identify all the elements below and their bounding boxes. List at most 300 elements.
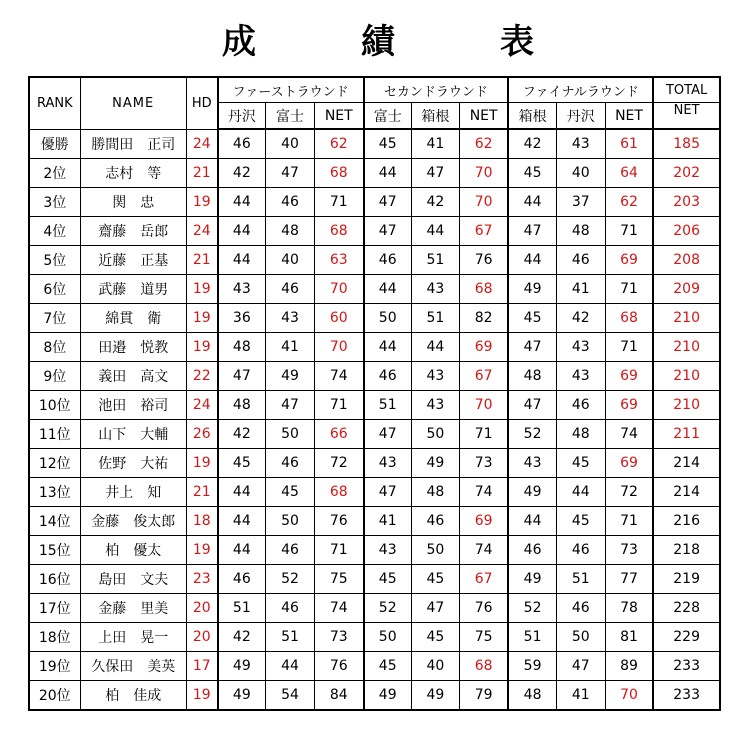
r3-course-1-score: 49 <box>508 275 556 304</box>
r2-net-score: 79 <box>459 681 508 711</box>
r2-net-score: 69 <box>459 507 508 536</box>
total-net-cell: 203 <box>653 188 720 217</box>
r2-course-2-score: 46 <box>411 507 459 536</box>
r3-course-2-score: 42 <box>556 304 605 333</box>
hd-cell: 26 <box>186 420 217 449</box>
r1-net-score: 84 <box>315 681 364 711</box>
r1-course-1-score: 42 <box>218 420 266 449</box>
hd-cell: 19 <box>186 681 217 711</box>
total-net-cell: 210 <box>653 391 720 420</box>
rank-cell: 12位 <box>29 449 80 478</box>
rank-cell: 2位 <box>29 159 80 188</box>
r3-net-score: 71 <box>605 275 653 304</box>
hd-cell: 19 <box>186 275 217 304</box>
r1-net-score: 70 <box>315 333 364 362</box>
r3-course-2-score: 45 <box>556 507 605 536</box>
r1-net-score: 73 <box>315 623 364 652</box>
r1-course-2-score: 41 <box>266 333 315 362</box>
rank-cell: 18位 <box>29 623 80 652</box>
r3-net-score: 69 <box>605 449 653 478</box>
header-row-1 <box>29 77 720 103</box>
rank-cell: 3位 <box>29 188 80 217</box>
r1-course-2-score: 47 <box>266 159 315 188</box>
r2-course-2-score: 43 <box>411 391 459 420</box>
r3-course-2-score: 43 <box>556 362 605 391</box>
r3-course-2-score: 48 <box>556 217 605 246</box>
total-net-cell: 210 <box>653 333 720 362</box>
r3-net-score: 74 <box>605 420 653 449</box>
total-net-cell: 229 <box>653 623 720 652</box>
rank-cell: 13位 <box>29 478 80 507</box>
r3-net-score: 61 <box>605 129 653 159</box>
table-row <box>29 304 720 333</box>
r1-course-2-score: 47 <box>266 391 315 420</box>
hd-cell: 19 <box>186 333 217 362</box>
table-row <box>29 478 720 507</box>
total-net-cell: 202 <box>653 159 720 188</box>
r3-net-score: 69 <box>605 246 653 275</box>
r2-course-2-score: 51 <box>411 304 459 333</box>
r3-course-2-score: 46 <box>556 594 605 623</box>
rank-cell: 8位 <box>29 333 80 362</box>
r2-course-1-score: 45 <box>364 652 412 681</box>
name-cell: 井上 知 <box>80 478 186 507</box>
r2-course-1-score: 45 <box>364 565 412 594</box>
r2-course-2-score: 43 <box>411 362 459 391</box>
r2-course-1-score: 47 <box>364 420 412 449</box>
header-hd: HD <box>186 77 217 129</box>
header-r2-course-1: 富士 <box>364 103 412 130</box>
r1-course-1-score: 44 <box>218 507 266 536</box>
rank-cell: 5位 <box>29 246 80 275</box>
hd-cell: 24 <box>186 129 217 159</box>
hd-cell: 20 <box>186 623 217 652</box>
hd-cell: 17 <box>186 652 217 681</box>
r2-course-1-score: 52 <box>364 594 412 623</box>
r1-course-1-score: 42 <box>218 623 266 652</box>
r3-net-score: 71 <box>605 333 653 362</box>
total-net-cell: 214 <box>653 449 720 478</box>
r2-course-2-score: 40 <box>411 652 459 681</box>
r1-course-1-score: 46 <box>218 129 266 159</box>
r1-course-1-score: 47 <box>218 362 266 391</box>
total-net-cell: 208 <box>653 246 720 275</box>
header-r1-course-2: 富士 <box>266 103 315 130</box>
r2-course-2-score: 48 <box>411 478 459 507</box>
table-row <box>29 507 720 536</box>
r1-net-score: 71 <box>315 188 364 217</box>
name-cell: 山下 大輔 <box>80 420 186 449</box>
total-net-cell: 233 <box>653 652 720 681</box>
r1-course-2-score: 46 <box>266 275 315 304</box>
total-net-cell: 233 <box>653 681 720 711</box>
r1-course-1-score: 48 <box>218 333 266 362</box>
r1-net-score: 70 <box>315 275 364 304</box>
hd-cell: 19 <box>186 304 217 333</box>
r1-course-1-score: 51 <box>218 594 266 623</box>
header-total-net: NET <box>653 103 720 130</box>
r2-course-2-score: 49 <box>411 449 459 478</box>
r2-course-2-score: 41 <box>411 129 459 159</box>
r2-course-1-score: 45 <box>364 129 412 159</box>
table-row <box>29 565 720 594</box>
r1-net-score: 63 <box>315 246 364 275</box>
r1-net-score: 72 <box>315 449 364 478</box>
r2-course-2-score: 47 <box>411 159 459 188</box>
r3-net-score: 69 <box>605 362 653 391</box>
r1-course-2-score: 43 <box>266 304 315 333</box>
r1-course-1-score: 44 <box>218 478 266 507</box>
r3-net-score: 89 <box>605 652 653 681</box>
r2-net-score: 75 <box>459 623 508 652</box>
total-net-cell: 210 <box>653 362 720 391</box>
r1-course-1-score: 44 <box>218 217 266 246</box>
r1-course-1-score: 49 <box>218 681 266 711</box>
r1-course-1-score: 36 <box>218 304 266 333</box>
name-cell: 柏 優太 <box>80 536 186 565</box>
r3-course-2-score: 41 <box>556 275 605 304</box>
r2-course-1-score: 50 <box>364 304 412 333</box>
r1-net-score: 76 <box>315 652 364 681</box>
r3-course-2-score: 47 <box>556 652 605 681</box>
header-name: NAME <box>80 77 186 129</box>
r3-course-2-score: 45 <box>556 449 605 478</box>
r3-net-score: 62 <box>605 188 653 217</box>
r3-course-1-score: 44 <box>508 507 556 536</box>
r1-course-2-score: 50 <box>266 420 315 449</box>
total-net-cell: 209 <box>653 275 720 304</box>
r1-course-1-score: 44 <box>218 536 266 565</box>
r1-course-2-score: 45 <box>266 478 315 507</box>
r2-course-2-score: 42 <box>411 188 459 217</box>
r3-net-score: 73 <box>605 536 653 565</box>
page-title <box>0 14 741 64</box>
r2-net-score: 82 <box>459 304 508 333</box>
r1-course-1-score: 44 <box>218 188 266 217</box>
name-cell: 金藤 俊太郎 <box>80 507 186 536</box>
r3-net-score: 68 <box>605 304 653 333</box>
r1-course-1-score: 42 <box>218 159 266 188</box>
r1-net-score: 68 <box>315 478 364 507</box>
r2-course-1-score: 44 <box>364 159 412 188</box>
r1-course-2-score: 49 <box>266 362 315 391</box>
r1-net-score: 66 <box>315 420 364 449</box>
r3-course-2-score: 43 <box>556 129 605 159</box>
r2-course-1-score: 47 <box>364 478 412 507</box>
hd-cell: 19 <box>186 188 217 217</box>
rank-cell: 16位 <box>29 565 80 594</box>
total-net-cell: 218 <box>653 536 720 565</box>
rank-cell: 20位 <box>29 681 80 711</box>
r1-course-1-score: 48 <box>218 391 266 420</box>
r3-net-score: 69 <box>605 391 653 420</box>
header-r2-net: NET <box>459 103 508 130</box>
r2-course-2-score: 45 <box>411 623 459 652</box>
table-row <box>29 246 720 275</box>
hd-cell: 21 <box>186 159 217 188</box>
r2-course-2-score: 50 <box>411 536 459 565</box>
r1-course-2-score: 54 <box>266 681 315 711</box>
title-char-2: 績 <box>361 22 395 62</box>
hd-cell: 24 <box>186 217 217 246</box>
r2-net-score: 73 <box>459 449 508 478</box>
name-cell: 武藤 道男 <box>80 275 186 304</box>
rank-cell: 14位 <box>29 507 80 536</box>
header-r1-course-1: 丹沢 <box>218 103 266 130</box>
header-rank: RANK <box>29 77 80 129</box>
name-cell: 上田 晃一 <box>80 623 186 652</box>
table-row <box>29 159 720 188</box>
r3-course-1-score: 47 <box>508 391 556 420</box>
title-char-1: 成 <box>222 22 256 62</box>
r1-course-2-score: 46 <box>266 536 315 565</box>
r1-course-1-score: 46 <box>218 565 266 594</box>
total-net-cell: 216 <box>653 507 720 536</box>
header-r1-net: NET <box>315 103 364 130</box>
r1-net-score: 68 <box>315 159 364 188</box>
total-net-cell: 219 <box>653 565 720 594</box>
hd-cell: 19 <box>186 449 217 478</box>
r3-net-score: 71 <box>605 217 653 246</box>
r2-course-2-score: 43 <box>411 275 459 304</box>
header-r3-course-2: 丹沢 <box>556 103 605 130</box>
total-net-cell: 210 <box>653 304 720 333</box>
header-round3: ファイナルラウンド <box>508 77 653 103</box>
r2-course-1-score: 43 <box>364 536 412 565</box>
r2-net-score: 76 <box>459 594 508 623</box>
r2-course-1-score: 44 <box>364 275 412 304</box>
r1-net-score: 62 <box>315 129 364 159</box>
r2-course-2-score: 50 <box>411 420 459 449</box>
r2-course-1-score: 46 <box>364 246 412 275</box>
rank-cell: 4位 <box>29 217 80 246</box>
name-cell: 田邉 悦教 <box>80 333 186 362</box>
r2-course-2-score: 47 <box>411 594 459 623</box>
table-row <box>29 623 720 652</box>
name-cell: 池田 裕司 <box>80 391 186 420</box>
r2-course-1-score: 41 <box>364 507 412 536</box>
r2-net-score: 62 <box>459 129 508 159</box>
r3-course-1-score: 59 <box>508 652 556 681</box>
r1-net-score: 74 <box>315 362 364 391</box>
r1-course-1-score: 43 <box>218 275 266 304</box>
hd-cell: 24 <box>186 391 217 420</box>
r1-course-1-score: 44 <box>218 246 266 275</box>
r2-course-2-score: 45 <box>411 565 459 594</box>
hd-cell: 22 <box>186 362 217 391</box>
r3-net-score: 71 <box>605 507 653 536</box>
r3-course-1-score: 47 <box>508 217 556 246</box>
r1-net-score: 71 <box>315 391 364 420</box>
r1-course-2-score: 46 <box>266 449 315 478</box>
total-net-cell: 206 <box>653 217 720 246</box>
r1-net-score: 76 <box>315 507 364 536</box>
r2-course-1-score: 49 <box>364 681 412 711</box>
r2-course-1-score: 47 <box>364 188 412 217</box>
name-cell: 金藤 里美 <box>80 594 186 623</box>
name-cell: 齋藤 岳郎 <box>80 217 186 246</box>
header-round2: セカンドラウンド <box>364 77 509 103</box>
r3-net-score: 72 <box>605 478 653 507</box>
r3-net-score: 81 <box>605 623 653 652</box>
total-net-cell: 228 <box>653 594 720 623</box>
hd-cell: 18 <box>186 507 217 536</box>
r2-net-score: 71 <box>459 420 508 449</box>
total-net-cell: 211 <box>653 420 720 449</box>
table-row <box>29 652 720 681</box>
table-row <box>29 681 720 711</box>
r2-net-score: 67 <box>459 565 508 594</box>
r3-course-2-score: 50 <box>556 623 605 652</box>
r2-course-2-score: 44 <box>411 333 459 362</box>
name-cell: 佐野 大祐 <box>80 449 186 478</box>
r3-course-2-score: 40 <box>556 159 605 188</box>
rank-cell: 10位 <box>29 391 80 420</box>
name-cell: 勝間田 正司 <box>80 129 186 159</box>
r2-net-score: 76 <box>459 246 508 275</box>
r3-course-1-score: 44 <box>508 188 556 217</box>
rank-cell: 15位 <box>29 536 80 565</box>
r1-course-2-score: 46 <box>266 594 315 623</box>
r3-course-2-score: 51 <box>556 565 605 594</box>
table-row <box>29 333 720 362</box>
r2-course-1-score: 43 <box>364 449 412 478</box>
r1-net-score: 68 <box>315 217 364 246</box>
r2-net-score: 74 <box>459 536 508 565</box>
header-total: TOTAL <box>653 77 720 103</box>
title-char-3: 表 <box>500 22 534 62</box>
r2-course-2-score: 44 <box>411 217 459 246</box>
r3-course-1-score: 48 <box>508 681 556 711</box>
table-row <box>29 420 720 449</box>
r2-course-2-score: 49 <box>411 681 459 711</box>
hd-cell: 23 <box>186 565 217 594</box>
r3-course-1-score: 45 <box>508 159 556 188</box>
r1-course-1-score: 45 <box>218 449 266 478</box>
rank-cell: 9位 <box>29 362 80 391</box>
r2-net-score: 68 <box>459 275 508 304</box>
r2-net-score: 69 <box>459 333 508 362</box>
rank-cell: 優勝 <box>29 129 80 159</box>
name-cell: 関 忠 <box>80 188 186 217</box>
r1-net-score: 75 <box>315 565 364 594</box>
name-cell: 義田 高文 <box>80 362 186 391</box>
r1-course-2-score: 40 <box>266 246 315 275</box>
table-row <box>29 217 720 246</box>
header-r3-course-1: 箱根 <box>508 103 556 130</box>
r3-course-1-score: 46 <box>508 536 556 565</box>
name-cell: 久保田 美英 <box>80 652 186 681</box>
r2-course-1-score: 44 <box>364 333 412 362</box>
r1-course-2-score: 48 <box>266 217 315 246</box>
header-r2-course-2: 箱根 <box>411 103 459 130</box>
r2-net-score: 70 <box>459 159 508 188</box>
name-cell: 近藤 正基 <box>80 246 186 275</box>
r3-course-1-score: 48 <box>508 362 556 391</box>
r3-course-1-score: 43 <box>508 449 556 478</box>
r3-course-1-score: 45 <box>508 304 556 333</box>
r3-net-score: 64 <box>605 159 653 188</box>
r3-course-2-score: 44 <box>556 478 605 507</box>
r2-course-1-score: 51 <box>364 391 412 420</box>
r2-course-1-score: 46 <box>364 362 412 391</box>
r3-course-2-score: 43 <box>556 333 605 362</box>
r1-course-1-score: 49 <box>218 652 266 681</box>
table-row <box>29 275 720 304</box>
r3-course-1-score: 47 <box>508 333 556 362</box>
r3-course-2-score: 46 <box>556 391 605 420</box>
r3-course-1-score: 44 <box>508 246 556 275</box>
table-row <box>29 188 720 217</box>
r1-course-2-score: 52 <box>266 565 315 594</box>
r2-net-score: 67 <box>459 217 508 246</box>
r3-course-1-score: 52 <box>508 594 556 623</box>
name-cell: 綿貫 衛 <box>80 304 186 333</box>
rank-cell: 7位 <box>29 304 80 333</box>
r1-net-score: 60 <box>315 304 364 333</box>
r2-course-1-score: 47 <box>364 217 412 246</box>
total-net-cell: 185 <box>653 129 720 159</box>
header-round1: ファーストラウンド <box>218 77 364 103</box>
r3-course-2-score: 46 <box>556 536 605 565</box>
name-cell: 志村 等 <box>80 159 186 188</box>
r2-net-score: 70 <box>459 188 508 217</box>
total-net-cell: 214 <box>653 478 720 507</box>
r1-course-2-score: 46 <box>266 188 315 217</box>
r3-course-1-score: 49 <box>508 565 556 594</box>
r1-net-score: 71 <box>315 536 364 565</box>
r3-net-score: 70 <box>605 681 653 711</box>
r1-course-2-score: 51 <box>266 623 315 652</box>
hd-cell: 20 <box>186 594 217 623</box>
table-row <box>29 536 720 565</box>
header-r3-net: NET <box>605 103 653 130</box>
name-cell: 島田 文夫 <box>80 565 186 594</box>
rank-cell: 6位 <box>29 275 80 304</box>
table-row <box>29 129 720 159</box>
r3-course-1-score: 49 <box>508 478 556 507</box>
rank-cell: 11位 <box>29 420 80 449</box>
rank-cell: 17位 <box>29 594 80 623</box>
r1-course-2-score: 44 <box>266 652 315 681</box>
name-cell: 柏 佳成 <box>80 681 186 711</box>
hd-cell: 21 <box>186 478 217 507</box>
r3-course-1-score: 52 <box>508 420 556 449</box>
r3-course-2-score: 37 <box>556 188 605 217</box>
r2-course-2-score: 51 <box>411 246 459 275</box>
rank-cell: 19位 <box>29 652 80 681</box>
table-row <box>29 449 720 478</box>
hd-cell: 19 <box>186 536 217 565</box>
table-row <box>29 391 720 420</box>
r3-course-2-score: 41 <box>556 681 605 711</box>
score-table <box>28 76 721 711</box>
r2-net-score: 68 <box>459 652 508 681</box>
r3-course-1-score: 51 <box>508 623 556 652</box>
hd-cell: 21 <box>186 246 217 275</box>
r3-course-2-score: 48 <box>556 420 605 449</box>
table-row <box>29 362 720 391</box>
r3-course-1-score: 42 <box>508 129 556 159</box>
r1-net-score: 74 <box>315 594 364 623</box>
table-row <box>29 594 720 623</box>
r3-net-score: 78 <box>605 594 653 623</box>
r2-net-score: 67 <box>459 362 508 391</box>
r3-course-2-score: 46 <box>556 246 605 275</box>
r3-net-score: 77 <box>605 565 653 594</box>
r1-course-2-score: 40 <box>266 129 315 159</box>
r1-course-2-score: 50 <box>266 507 315 536</box>
